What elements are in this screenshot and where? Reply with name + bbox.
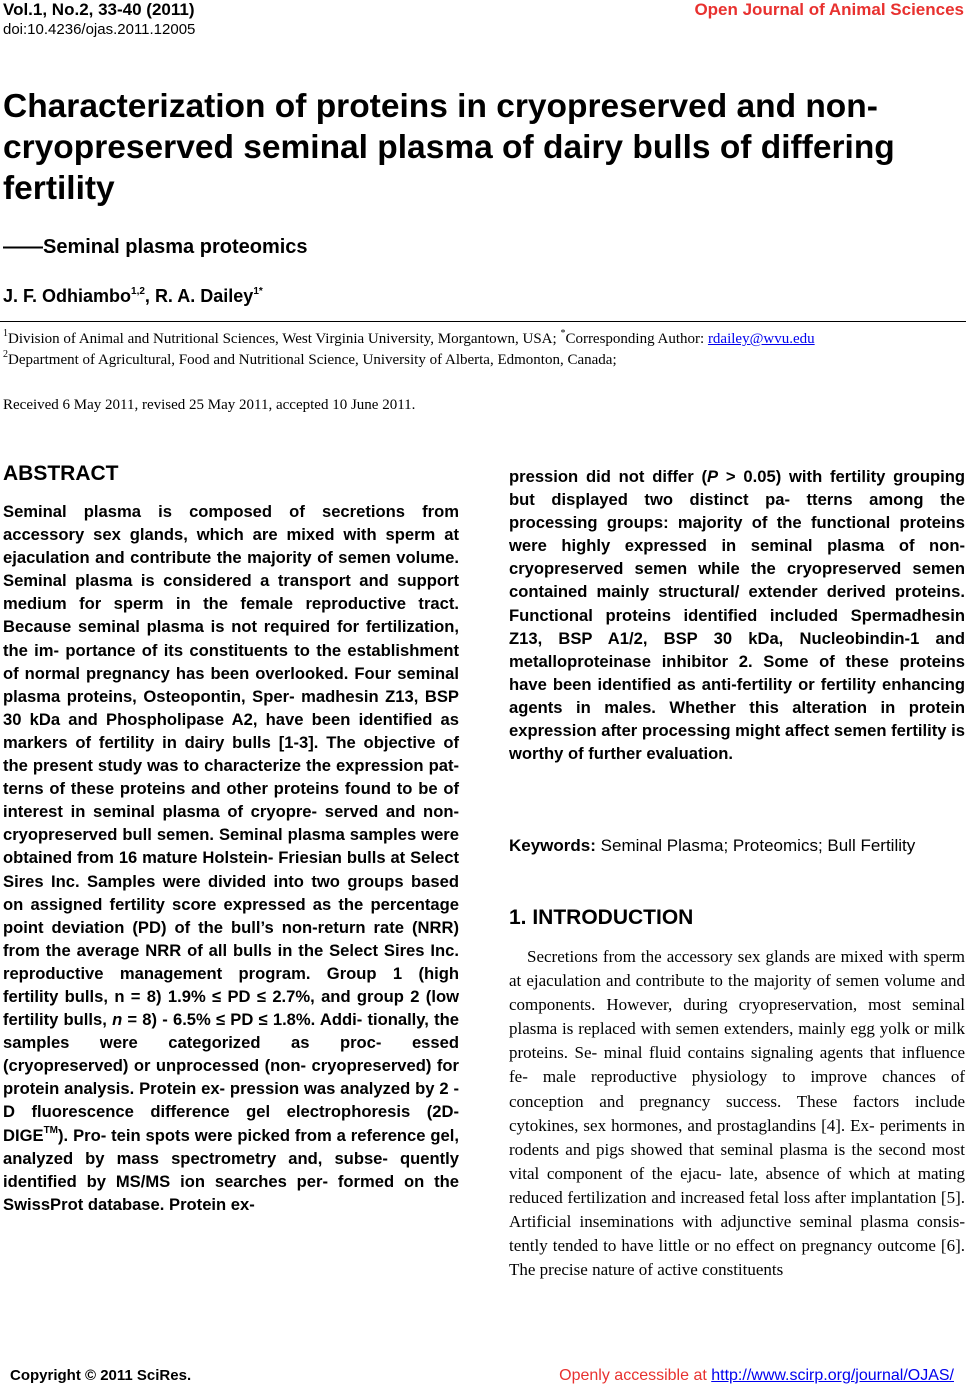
abstract-italic-n: n (112, 1010, 123, 1030)
corresponding-label: Corresponding Author: (565, 331, 708, 347)
paper-subtitle: ——Seminal plasma proteomics (3, 236, 308, 258)
author-list (3, 286, 263, 307)
abstract-heading: ABSTRACT (3, 462, 119, 485)
abstract-italic-p: P (707, 467, 719, 486)
keywords-label: Keywords: (509, 836, 596, 855)
abstract-segment: ). Pro- tein spots were picked from a reference gel, analyzed by mass spectrometry and, subse- quently identified by MS/MS ion searches per- formed on the SwissProt database. Protein ex- (3, 1125, 459, 1214)
received-dates: Received 6 May 2011, revised 25 May 2011, accepted 10 June 2011. (3, 397, 416, 413)
keywords (509, 834, 965, 858)
corresponding-marker: * (560, 328, 566, 339)
abstract-segment: = 8) - 6.5% ≤ PD ≤ 1.8%. Addi- tionally, the samples were categorized as proc- essed (cryopreserved) or unprocessed (non- cryopreserved) for protein analysis. Protein ex- pression was analyzed by 2 - D fluorescence difference gel electrophoresis (2D-DIGE (3, 1010, 459, 1145)
footer-open-access (559, 1367, 954, 1385)
introduction-body: Secretions from the accessory sex glands are mixed with sperm at ejaculation and contribute to the majority of semen volume and components. However, during cryopreservation, most seminal plasma is replaced with semen extenders, mainly egg yolk or milk proteins. Se- minal fluid contains signaling agents that influence fe- male reproductive physiology to improve chances of conception and pregnancy success. These factors include cytokines, sex hormones, and prostaglandins [4]. Ex- periments in rodents and pigs showed that seminal plasma is the second most vital component of the ejacu- late, absence of which at mating reduced fertilization and increased fetal loss after implantation [5]. Artificial inseminations with adjunctive seminal plasma consis- tently tended to have little or no effect on pregnancy outcome [6]. The precise nature of active constituents (509, 947, 965, 1280)
affiliation-2 (3, 351, 617, 369)
affiliation-marker: 1 (3, 328, 8, 339)
affiliation-text: Division of Animal and Nutritional Sciences, West Virginia University, Morgantown, USA; (8, 331, 561, 347)
abstract-text-left (3, 500, 459, 1216)
affiliation-marker: 2 (3, 349, 8, 360)
author-affiliation-marker: 1* (253, 286, 263, 297)
author-separator: , (144, 286, 155, 306)
introduction-heading: 1. INTRODUCTION (509, 906, 694, 929)
keywords-text: Seminal Plasma; Proteomics; Bull Fertility (595, 836, 916, 855)
journal-url-link[interactable]: http://www.scirp.org/journal/OJAS/ (711, 1367, 954, 1384)
abstract-segment: Seminal plasma is composed of secretions from accessory sex glands, which are mixed with sperm at ejaculation and contribute the majority of semen volume. Seminal plasma is considered a transport and support medium for sperm in the female reproductive tract. Because seminal plasma is not required for fertilization, the im- portance of its constituents to the establishment of normal pregnancy has been overlooked. Four seminal plasma proteins, Osteopontin, Sper- madhesin Z13, BSP 30 kDa and Phospholipase A2, have been identified as markers of fertility in dairy bulls [1-3]. The objective of the present study was to characterize the expression pat- terns of these proteins and other proteins found to be of interest in seminal plasma of cryopre- served and non-cryopreserved bull semen. Seminal plasma samples were obtained from 16 mature Holstein- Friesian bulls at Select Sires Inc. Samples were divided into two groups based on assigned fertility score expressed as the percentage point deviation (PD) of the bull’s non-return rate (NRR) from the average NRR of all bulls in the Select Sires Inc. reproductive management program. Group 1 (high fertility bulls, n = 8) 1.9% ≤ PD ≤ 2.7%, and group 2 (low fertility bulls, (3, 502, 459, 1030)
volume-info: Vol.1, No.2, 33-40 (2011) (3, 0, 195, 19)
abstract-text-right (509, 465, 965, 765)
author-affiliation-marker: 1,2 (131, 286, 145, 297)
abstract-segment: pression did not differ ( (509, 467, 708, 486)
affiliation-1 (3, 330, 815, 348)
journal-name: Open Journal of Animal Sciences (694, 0, 964, 19)
affiliation-text: Department of Agricultural, Food and Nutritional Science, University of Alberta, Edmonton, Canada; (8, 352, 617, 368)
abstract-segment: > 0.05) with fertility grouping but displayed two distinct pa- tterns among the processing groups: majority of the functional proteins were highly expressed in seminal plasma of non-cryopreserved semen while the cryopreserved semen contained mainly structural/ extender derived proteins. Functional proteins identified included Spermadhesin Z13, BSP A1/2, BSP 30 kDa, Nucleobindin-1 and metalloproteinase inhibitor 2. Some of these proteins have been identified as anti-fertility or fertility enhancing agents in males. Whether this alteration in protein expression after processing might affect semen fertility is worthy of further evaluation. (509, 467, 966, 764)
corresponding-email-link[interactable]: rdailey@wvu.edu (707, 331, 815, 347)
trademark-marker: TM (43, 1125, 59, 1136)
author-name: J. F. Odhiambo (3, 286, 132, 306)
paper-title: Characterization of proteins in cryopreserved and non-cryopreserved seminal plasma of dairy bulls of differing fertility (3, 88, 895, 207)
author-name: R. A. Dailey (154, 286, 254, 306)
header-divider (0, 321, 966, 322)
doi: doi:10.4236/ojas.2011.12005 (3, 21, 196, 38)
footer-open-prefix: Openly accessible at (559, 1367, 712, 1384)
footer-copyright: Copyright © 2011 SciRes. (10, 1367, 192, 1384)
